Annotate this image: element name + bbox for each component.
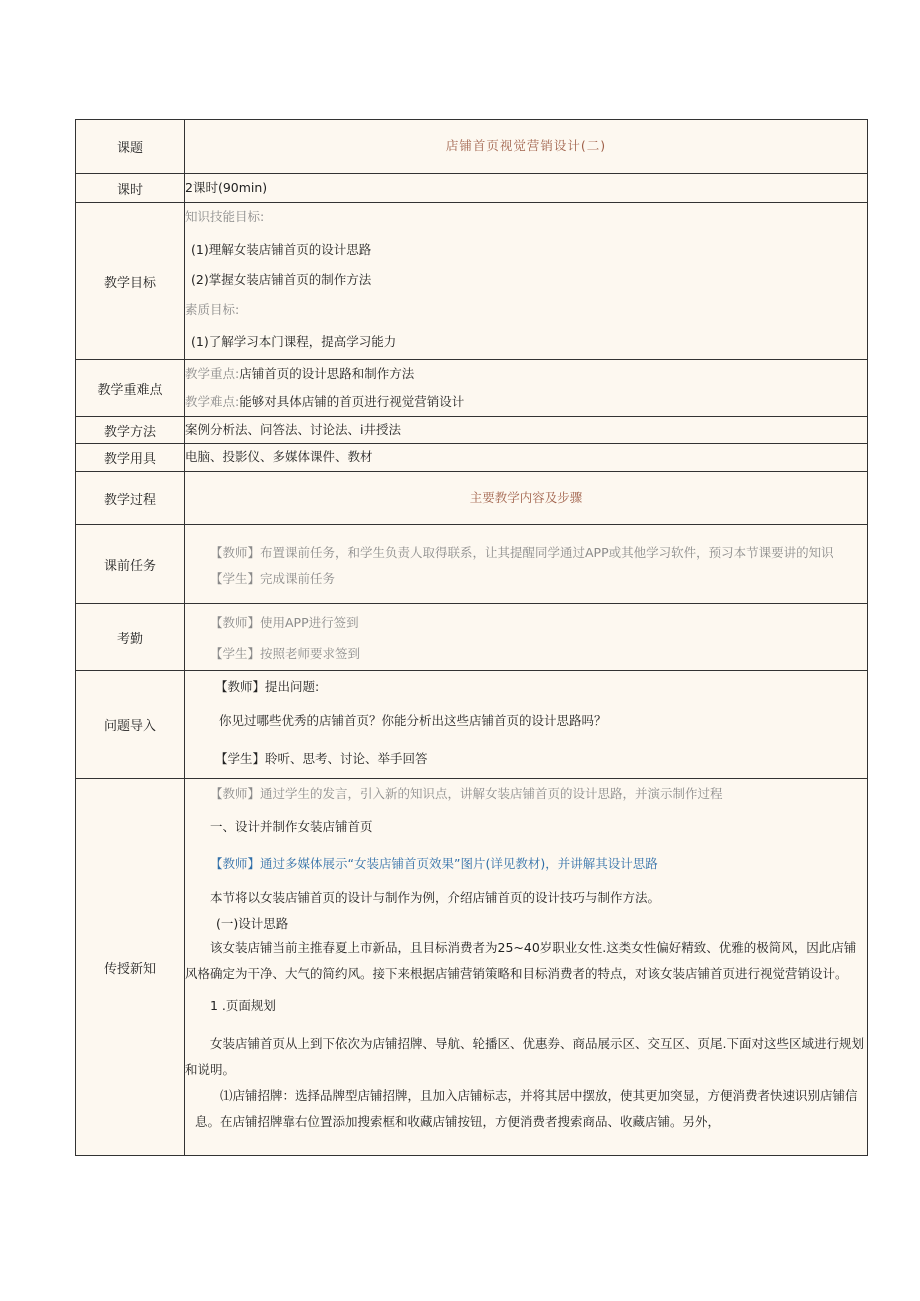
intro-teacher: 【教师】提出问题:: [215, 678, 320, 694]
lesson-plan-table: [75, 119, 868, 1156]
row-pre-task: [76, 525, 868, 604]
knowledge-item-1: (1)理解女装店铺首页的设计思路: [191, 242, 372, 257]
row-tools: [76, 444, 868, 472]
key-point-text: 店铺首页的设计思路和制作方法: [239, 366, 415, 381]
row-methods: [76, 417, 868, 444]
quality-item-1: (1)了解学习本门课程，提高学习能力: [191, 334, 397, 349]
label-new-knowledge: 传授新知: [76, 779, 185, 1156]
nk-subtitle: (一)设计思路: [216, 916, 289, 931]
tools-value: 电脑、投影仪、多媒体课件、教材: [185, 444, 868, 472]
new-knowledge-content: [185, 779, 868, 1156]
row-topic: [76, 120, 868, 174]
label-topic: 课题: [76, 120, 185, 174]
attendance-teacher: 【教师】使用APP进行签到: [210, 615, 359, 630]
lesson-title: 店铺首页视觉营销设计(二): [185, 120, 868, 174]
knowledge-item-2: (2)掌握女装店铺首页的制作方法: [191, 272, 372, 287]
nk-teacher-show: 【教师】通过多媒体展示“女装店铺首页效果”图片(详见教材)，并讲解其设计思路: [210, 856, 658, 871]
label-intro: 问题导入: [76, 671, 185, 779]
label-methods: 教学方法: [76, 417, 185, 444]
nk-overview: 本节将以女装店铺首页的设计与制作为例，介绍店铺首页的设计技巧与制作方法。: [210, 890, 661, 905]
goals-content: [185, 203, 868, 360]
row-goals: [76, 203, 868, 360]
nk-section-title: 一、设计并制作女装店铺首页: [210, 819, 373, 834]
row-new-knowledge: [76, 779, 868, 1156]
label-pre-task: 课前任务: [76, 525, 185, 604]
pre-task-student: 【学生】完成课前任务: [210, 571, 336, 586]
attendance-student: 【学生】按照老师要求签到: [210, 646, 361, 661]
methods-value: 案例分析法、问答法、讨论法、i井授法: [185, 417, 868, 444]
row-hours: [76, 174, 868, 203]
pre-task-content: [185, 525, 868, 604]
nk-page-plan-title: 1 .页面规划: [210, 998, 276, 1013]
attendance-content: [185, 604, 868, 671]
intro-content: [185, 671, 868, 779]
knowledge-heading: 知识技能目标:: [185, 209, 265, 224]
row-key-points: [76, 360, 868, 417]
nk-page-plan: 女装店铺首页从上到下依次为店铺招牌、导航、轮播区、优惠券、商品展示区、交互区、页尾.下面对这些区域进行规划和说明。: [185, 1036, 864, 1077]
label-attendance: 考勤: [76, 604, 185, 671]
key-points-content: [185, 360, 868, 417]
difficulty-prefix: 教学难点:: [185, 394, 240, 409]
row-intro: [76, 671, 868, 779]
hours-value: 2课时(90min): [185, 174, 868, 203]
key-point-prefix: 教学重点:: [185, 366, 240, 381]
quality-heading: 素质目标:: [185, 302, 240, 317]
label-tools: 教学用具: [76, 444, 185, 472]
difficulty-text: 能够对具体店铺的首页进行视觉营销设计: [239, 394, 465, 409]
nk-teacher-intro: 【教师】通过学生的发言，引入新的知识点，讲解女装店铺首页的设计思路，并演示制作过程: [210, 786, 723, 801]
difficulty-line: [185, 388, 867, 416]
key-point-line: [185, 360, 867, 388]
label-hours: 课时: [76, 174, 185, 203]
intro-question: 你见过哪些优秀的店铺首页？你能分析出这些店铺首页的设计思路吗？: [219, 712, 607, 728]
row-attendance: [76, 604, 868, 671]
intro-student: 【学生】聆听、思考、讨论、举手回答: [215, 750, 428, 766]
pre-task-teacher: 【教师】布置课前任务，和学生负责人取得联系，让其提醒同学通过APP或其他学习软件，预习本节课要讲的知识: [210, 545, 834, 560]
label-process: 教学过程: [76, 472, 185, 525]
row-process-header: [76, 472, 868, 525]
nk-design-idea: 该女装店铺当前主推春夏上市新品，且目标消费者为25~40岁职业女性.这类女性偏好精致、优雅的极简风，因此店铺风格确定为干净、大气的简约风。接下来根据店铺营销策略和目标消费者的特点，对该女装店铺首页进行视觉营销设计。: [185, 940, 857, 981]
label-key-points: 教学重难点: [76, 360, 185, 417]
nk-store-sign: ⑴店铺招牌：选择品牌型店铺招牌，且加入店铺标志，并将其居中摆放，使其更加突显，方便消费者快速识别店铺信息。在店铺招牌靠右位置添加搜索框和收藏店铺按钮，方便消费者搜索商品、收藏店铺。另外，: [195, 1088, 858, 1129]
label-goals: 教学目标: [76, 203, 185, 360]
process-header: 主要教学内容及步骤: [185, 472, 868, 525]
